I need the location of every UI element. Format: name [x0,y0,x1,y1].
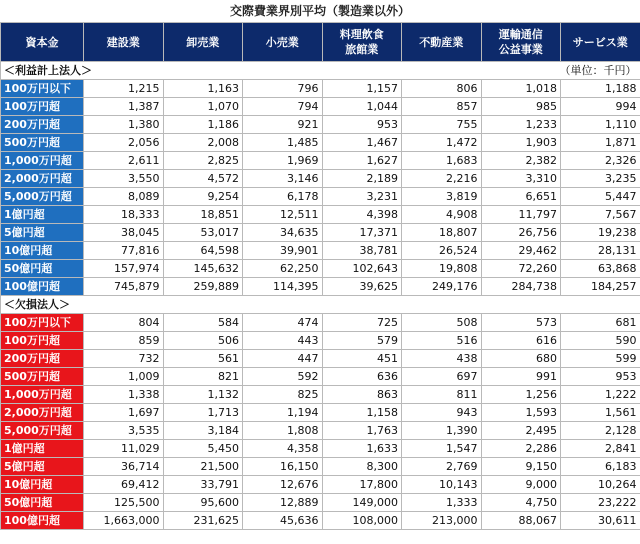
row-label: 5億円超 [1,224,84,242]
table-row [1,134,640,152]
table-cell: 1,547 [402,440,482,458]
table-row [1,278,640,296]
table-cell: 26,524 [402,242,482,260]
table-cell: 1,194 [243,404,323,422]
table-row [1,224,640,242]
table-cell: 10,264 [561,476,640,494]
row-label: 50億円超 [1,494,84,512]
row-label: 5億円超 [1,458,84,476]
table-cell: 8,300 [322,458,402,476]
table-cell: 1,333 [402,494,482,512]
table-cell: 1,215 [84,80,164,98]
table-cell: 796 [243,80,323,98]
table-cell: 1,188 [561,80,640,98]
table-cell: 38,045 [84,224,164,242]
table-cell: 2,495 [481,422,561,440]
table-cell: 1,467 [322,134,402,152]
table-cell: 9,000 [481,476,561,494]
table-cell: 18,333 [84,206,164,224]
table-row [1,260,640,278]
header-row [1,23,640,62]
row-label: 100万円超 [1,98,84,116]
table-cell: 857 [402,98,482,116]
table-cell: 1,763 [322,422,402,440]
table-row [1,404,640,422]
table-cell: 1,163 [163,80,243,98]
table-cell: 149,000 [322,494,402,512]
expense-table [0,22,640,530]
table-cell: 17,800 [322,476,402,494]
table-cell: 10,143 [402,476,482,494]
table-row [1,368,640,386]
table-cell: 2,326 [561,152,640,170]
table-cell: 1,969 [243,152,323,170]
table-cell: 953 [561,368,640,386]
table-cell: 62,250 [243,260,323,278]
section-label-loss: ＜欠損法人＞ [1,296,640,314]
table-cell: 2,286 [481,440,561,458]
table-cell: 19,808 [402,260,482,278]
table-cell: 1,633 [322,440,402,458]
table-cell: 2,382 [481,152,561,170]
table-row [1,314,640,332]
table-cell: 284,738 [481,278,561,296]
table-cell: 804 [84,314,164,332]
table-cell: 2,128 [561,422,640,440]
table-cell: 1,808 [243,422,323,440]
table-row [1,512,640,530]
table-cell: 3,550 [84,170,164,188]
table-cell: 1,044 [322,98,402,116]
table-row [1,350,640,368]
table-cell: 3,184 [163,422,243,440]
table-cell: 213,000 [402,512,482,530]
section-label-profit: ＜利益計上法人＞ [1,62,482,80]
row-label: 10億円超 [1,242,84,260]
row-label: 500万円超 [1,368,84,386]
table-row [1,152,640,170]
table-cell: 443 [243,332,323,350]
table-cell: 1,222 [561,386,640,404]
row-label: 1,000万円超 [1,152,84,170]
table-cell: 994 [561,98,640,116]
table-cell: 6,651 [481,188,561,206]
table-cell: 599 [561,350,640,368]
table-cell: 985 [481,98,561,116]
table-cell: 4,572 [163,170,243,188]
table-cell: 45,636 [243,512,323,530]
row-label: 100万円超 [1,332,84,350]
header-wholesale: 卸売業 [163,23,243,62]
table-row [1,206,640,224]
row-label: 200万円超 [1,116,84,134]
row-label: 100億円超 [1,278,84,296]
table-cell: 2,611 [84,152,164,170]
table-cell: 725 [322,314,402,332]
header-capital: 資本金 [1,23,84,62]
table-cell: 1,387 [84,98,164,116]
table-cell: 447 [243,350,323,368]
table-cell: 821 [163,368,243,386]
table-cell: 88,067 [481,512,561,530]
table-cell: 34,635 [243,224,323,242]
table-cell: 592 [243,368,323,386]
table-cell: 4,398 [322,206,402,224]
table-cell: 1,485 [243,134,323,152]
header-retail: 小売業 [243,23,323,62]
table-row [1,170,640,188]
table-cell: 28,131 [561,242,640,260]
table-cell: 636 [322,368,402,386]
table-cell: 12,889 [243,494,323,512]
table-cell: 1,380 [84,116,164,134]
table-cell: 23,222 [561,494,640,512]
table-cell: 3,231 [322,188,402,206]
table-cell: 108,000 [322,512,402,530]
table-cell: 1,132 [163,386,243,404]
table-row [1,386,640,404]
table-cell: 7,567 [561,206,640,224]
table-cell: 2,008 [163,134,243,152]
table-cell: 125,500 [84,494,164,512]
table-cell: 1,627 [322,152,402,170]
table-cell: 21,500 [163,458,243,476]
table-row [1,422,640,440]
table-cell: 3,235 [561,170,640,188]
table-cell: 616 [481,332,561,350]
table-cell: 921 [243,116,323,134]
table-cell: 30,611 [561,512,640,530]
table-cell: 681 [561,314,640,332]
table-cell: 9,254 [163,188,243,206]
table-cell: 1,713 [163,404,243,422]
table-cell: 18,807 [402,224,482,242]
table-cell: 991 [481,368,561,386]
table-cell: 859 [84,332,164,350]
table-cell: 2,825 [163,152,243,170]
table-cell: 1,338 [84,386,164,404]
table-cell: 145,632 [163,260,243,278]
table-cell: 259,889 [163,278,243,296]
table-row [1,458,640,476]
table-cell: 249,176 [402,278,482,296]
row-label: 1億円超 [1,440,84,458]
table-cell: 33,791 [163,476,243,494]
table-cell: 745,879 [84,278,164,296]
table-cell: 2,216 [402,170,482,188]
table-cell: 36,714 [84,458,164,476]
table-cell: 811 [402,386,482,404]
row-label: 10億円超 [1,476,84,494]
table-cell: 1,593 [481,404,561,422]
table-cell: 953 [322,116,402,134]
table-cell: 4,908 [402,206,482,224]
table-cell: 8,089 [84,188,164,206]
table-cell: 1,663,000 [84,512,164,530]
table-cell: 3,535 [84,422,164,440]
table-cell: 231,625 [163,512,243,530]
table-cell: 1,903 [481,134,561,152]
table-cell: 1,157 [322,80,402,98]
table-cell: 516 [402,332,482,350]
header-restaurant-hotel: 料理飲食 旅館業 [322,23,402,62]
row-label: 5,000万円超 [1,188,84,206]
table-cell: 584 [163,314,243,332]
table-cell: 1,561 [561,404,640,422]
table-cell: 29,462 [481,242,561,260]
row-label: 1,000万円超 [1,386,84,404]
row-label: 100億円超 [1,512,84,530]
table-row [1,440,640,458]
table-cell: 6,178 [243,188,323,206]
table-cell: 1,070 [163,98,243,116]
table-row [1,80,640,98]
table-cell: 18,851 [163,206,243,224]
table-cell: 697 [402,368,482,386]
table-cell: 2,841 [561,440,640,458]
table-row [1,476,640,494]
table-cell: 102,643 [322,260,402,278]
table-cell: 3,310 [481,170,561,188]
table-cell: 114,395 [243,278,323,296]
table-cell: 1,390 [402,422,482,440]
table-cell: 19,238 [561,224,640,242]
section-row-loss [1,296,640,314]
table-cell: 184,257 [561,278,640,296]
table-cell: 11,029 [84,440,164,458]
table-row [1,188,640,206]
table-cell: 2,769 [402,458,482,476]
table-row [1,332,640,350]
table-cell: 1,472 [402,134,482,152]
table-cell: 4,750 [481,494,561,512]
row-label: 100万円以下 [1,314,84,332]
table-cell: 590 [561,332,640,350]
table-cell: 863 [322,386,402,404]
table-row [1,98,640,116]
row-label: 50億円超 [1,260,84,278]
table-cell: 3,146 [243,170,323,188]
table-cell: 2,056 [84,134,164,152]
table-cell: 64,598 [163,242,243,260]
table-cell: 506 [163,332,243,350]
table-cell: 5,447 [561,188,640,206]
table-cell: 77,816 [84,242,164,260]
table-cell: 1,009 [84,368,164,386]
table-cell: 5,450 [163,440,243,458]
table-cell: 438 [402,350,482,368]
table-cell: 72,260 [481,260,561,278]
table-cell: 1,697 [84,404,164,422]
table-cell: 9,150 [481,458,561,476]
page-title: 交際費業界別平均（製造業以外） [229,4,410,18]
table-cell: 12,511 [243,206,323,224]
table-cell: 6,183 [561,458,640,476]
table-cell: 755 [402,116,482,134]
table-cell: 794 [243,98,323,116]
table-cell: 17,371 [322,224,402,242]
row-label: 5,000万円超 [1,422,84,440]
row-label: 500万円超 [1,134,84,152]
table-cell: 573 [481,314,561,332]
table-row [1,242,640,260]
table-cell: 825 [243,386,323,404]
header-real-estate: 不動産業 [402,23,482,62]
row-label: 100万円以下 [1,80,84,98]
header-transport-utility: 運輸通信 公益事業 [481,23,561,62]
table-cell: 561 [163,350,243,368]
table-cell: 1,018 [481,80,561,98]
table-cell: 451 [322,350,402,368]
table-cell: 1,110 [561,116,640,134]
table-cell: 12,676 [243,476,323,494]
unit-label: （単位：千円） [481,62,640,80]
table-cell: 95,600 [163,494,243,512]
table-cell: 26,756 [481,224,561,242]
table-row [1,494,640,512]
table-cell: 16,150 [243,458,323,476]
row-label: 1億円超 [1,206,84,224]
table-cell: 39,901 [243,242,323,260]
table-cell: 1,233 [481,116,561,134]
table-cell: 1,186 [163,116,243,134]
table-cell: 69,412 [84,476,164,494]
table-body [1,62,640,530]
table-cell: 1,158 [322,404,402,422]
table-cell: 53,017 [163,224,243,242]
table-cell: 732 [84,350,164,368]
table-row [1,116,640,134]
header-service: サービス業 [561,23,640,62]
section-row-profit [1,62,640,80]
table-cell: 943 [402,404,482,422]
table-cell: 579 [322,332,402,350]
table-cell: 3,819 [402,188,482,206]
row-label: 2,000万円超 [1,170,84,188]
table-cell: 39,625 [322,278,402,296]
table-cell: 508 [402,314,482,332]
table-cell: 680 [481,350,561,368]
table-cell: 1,871 [561,134,640,152]
table-cell: 474 [243,314,323,332]
row-label: 2,000万円超 [1,404,84,422]
table-cell: 4,358 [243,440,323,458]
row-label: 200万円超 [1,350,84,368]
header-construction: 建設業 [84,23,164,62]
table-cell: 1,256 [481,386,561,404]
table-cell: 63,868 [561,260,640,278]
table-cell: 2,189 [322,170,402,188]
table-cell: 38,781 [322,242,402,260]
table-cell: 157,974 [84,260,164,278]
table-cell: 11,797 [481,206,561,224]
table-cell: 1,683 [402,152,482,170]
table-cell: 806 [402,80,482,98]
